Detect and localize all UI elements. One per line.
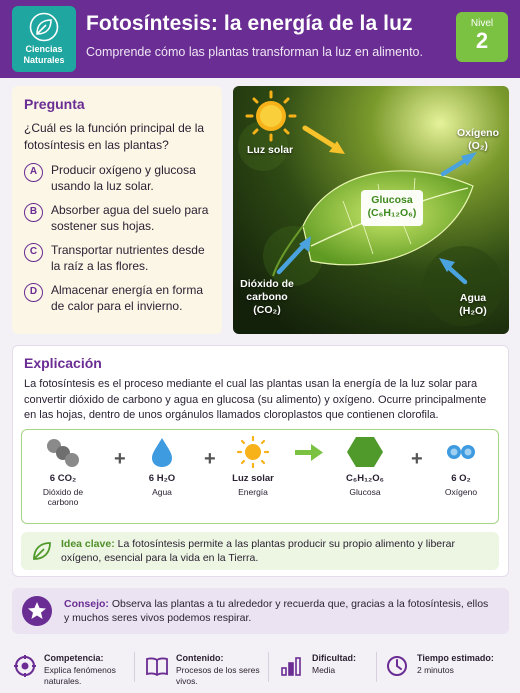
equation-main: C₆H₁₂O₆ (346, 473, 384, 484)
oxygen-molecule-icon (441, 436, 481, 468)
key-idea-text (61, 537, 491, 565)
answer-option-c[interactable] (24, 242, 210, 274)
question-text: ¿Cuál es la función principal de la fotosíntesis en las plantas? (24, 121, 205, 152)
plus-operator: + (411, 448, 423, 470)
page-subtitle: Comprende cómo las plantas transforman la luz en alimento. (86, 45, 423, 59)
oxygen-name: Oxígeno (456, 127, 499, 139)
plus-operator: + (114, 448, 126, 470)
option-letter: B (24, 203, 43, 222)
sunlight-label: Luz solar (247, 144, 294, 156)
equation-main: 6 H₂O (148, 473, 176, 484)
equation-sub: Dióxido de carbono (42, 487, 84, 507)
answer-option-b[interactable] (24, 202, 210, 234)
option-letter: C (24, 243, 43, 262)
level-label: Nivel (470, 18, 494, 29)
footer-divider (376, 652, 377, 682)
oxygen-label (451, 127, 505, 153)
answer-option-d[interactable] (24, 282, 210, 314)
equation-water (127, 436, 197, 497)
header-banner (0, 0, 520, 78)
co2-name: Dióxido de carbono (240, 278, 294, 303)
target-icon (14, 655, 36, 677)
oxygen-formula: (O₂) (468, 140, 488, 152)
footer-value: Explica fenómenos naturales. (44, 665, 116, 686)
equation-sub: Oxígeno (444, 487, 478, 497)
option-letter: A (24, 163, 43, 182)
question-heading: Pregunta (24, 96, 85, 112)
equation-sub: Glucosa (349, 487, 381, 497)
option-letter: D (24, 283, 43, 302)
tip-label: Consejo: (64, 598, 109, 610)
subject-label: Ciencias Naturales (23, 44, 65, 65)
footer-competency (14, 651, 132, 687)
glucose-formula: (C₆H₁₂O₆) (367, 207, 417, 219)
level-badge (456, 12, 508, 62)
leaf-illustration (233, 86, 509, 334)
equation-main: 6 O₂ (451, 473, 471, 484)
clock-icon (386, 655, 408, 677)
leaf-icon (31, 540, 53, 562)
equation-sub: Agua (152, 487, 172, 497)
key-idea-box (21, 532, 499, 570)
footer-value: Media (312, 665, 336, 675)
sun-icon (233, 436, 273, 468)
water-name: Agua (459, 292, 487, 304)
tip-box (12, 588, 509, 634)
book-icon (146, 655, 168, 677)
water-drop-icon (142, 436, 182, 468)
footer-content (146, 651, 266, 687)
explanation-body: La fotosíntesis es el proceso mediante el cual las plantas usan la energía de la luz solar para convertir dióxido de carbono y agua en glucosa (su alimento) y oxígeno. Ocurre principalmente en las hojas, dentro de unos orgánulos llamados cloroplastos que contienen clorofila. (24, 378, 487, 421)
answer-option-a[interactable] (24, 162, 210, 194)
equation-co2 (28, 436, 98, 507)
explanation-heading: Explicación (24, 355, 102, 371)
equation-sub: Energía (238, 487, 268, 497)
footer-label: Contenido: (176, 653, 224, 663)
level-value: 2 (475, 28, 489, 53)
key-idea-content: La fotosíntesis permite a las plantas producir su propio alimento y liberar oxígeno, esencial para la vida en la Tierra. (61, 538, 455, 564)
equation-main: 6 CO₂ (49, 473, 77, 484)
footer-divider (268, 652, 269, 682)
footer-divider (134, 652, 135, 682)
equation-arrow (284, 436, 334, 468)
co2-formula: (CO₂) (253, 304, 281, 316)
footer-value: Procesos de los seres vivos. (176, 665, 260, 686)
arrow-right-icon (289, 436, 329, 468)
equation-box (21, 429, 499, 524)
explanation-card (12, 345, 509, 577)
equation-oxygen (426, 436, 496, 497)
tip-text (64, 597, 494, 625)
water-formula: (H₂O) (459, 305, 487, 317)
footer-label: Tiempo estimado: (417, 653, 494, 663)
page-title: Fotosíntesis: la energía de la luz (86, 12, 413, 35)
co2-label (237, 278, 297, 317)
footer-label: Dificultad: (312, 653, 356, 663)
molecule-icon (43, 436, 83, 468)
footer-label: Competencia: (44, 653, 104, 663)
plus-operator: + (204, 448, 216, 470)
question-card (12, 86, 222, 334)
equation-light (218, 436, 288, 497)
footer-difficulty (280, 651, 376, 687)
subject-badge (12, 6, 76, 72)
leaf-icon (29, 12, 59, 42)
option-text: Producir oxígeno y glucosa usando la luz solar. (51, 163, 196, 193)
bar-chart-icon (280, 655, 302, 677)
glucose-name: Glucosa (371, 194, 413, 206)
option-text: Transportar nutrientes desde la raíz a las flores. (51, 243, 205, 273)
option-text: Almacenar energía en forma de calor para el invierno. (51, 283, 204, 313)
tip-content: Observa las plantas a tu alrededor y recuerda que, gracias a la fotosíntesis, ellos y muchos seres vivos podemos respirar. (64, 598, 489, 624)
option-text: Absorber agua del suelo para sostener sus hojas. (51, 203, 209, 233)
equation-main: Luz solar (232, 473, 274, 484)
footer-value: 2 minutos (417, 665, 454, 675)
glucose-label (361, 194, 423, 220)
water-label (451, 292, 495, 318)
equation-glucose (330, 436, 400, 497)
footer-time (386, 651, 510, 687)
hexagon-icon (345, 436, 385, 468)
key-idea-label: Idea clave: (61, 538, 115, 550)
star-icon (22, 596, 52, 626)
